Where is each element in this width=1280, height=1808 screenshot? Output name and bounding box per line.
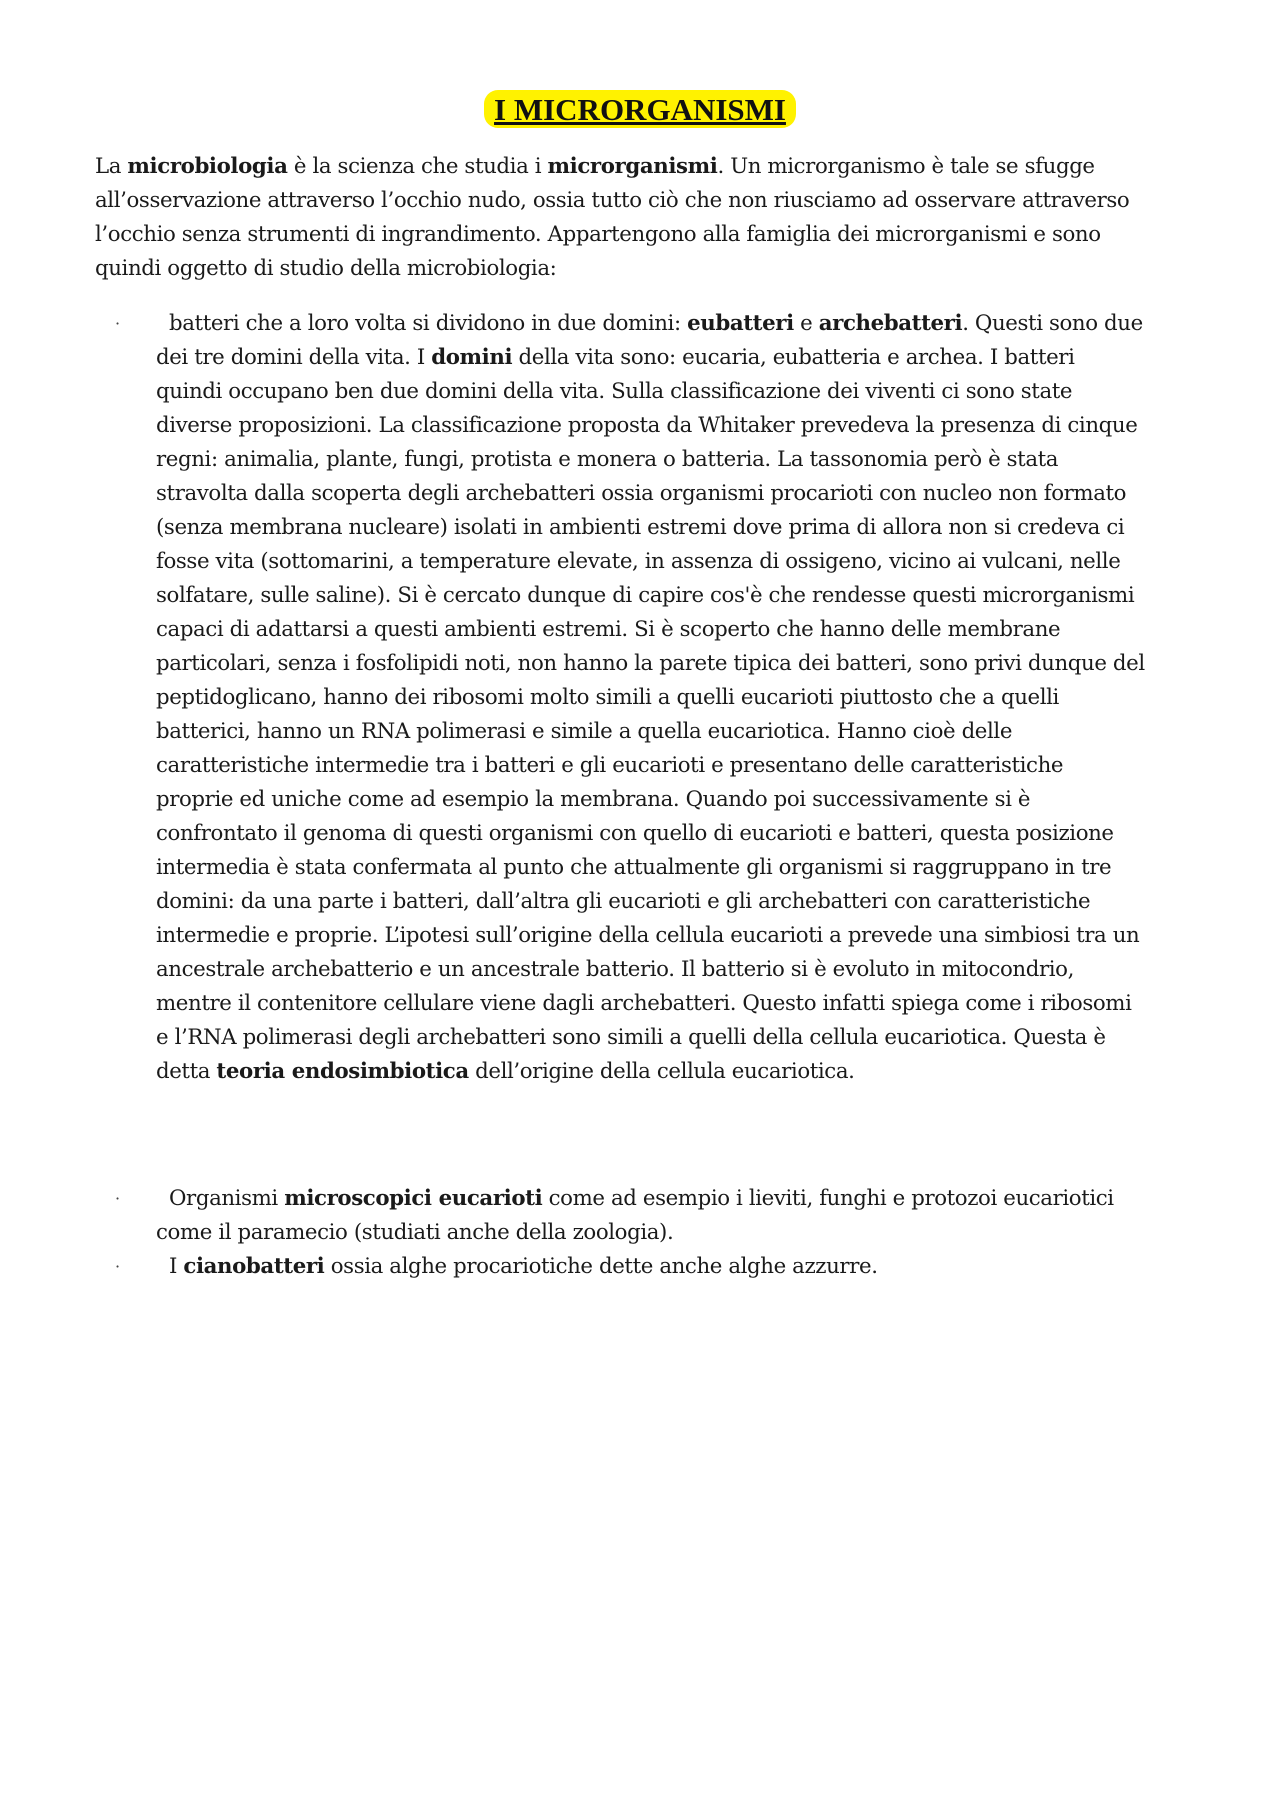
intro-bold-term: microbiologia [127, 154, 288, 179]
list-item [95, 1182, 1145, 1250]
item-bold-term: microscopici eucarioti [284, 1186, 543, 1211]
item-text: dell’origine della cellula eucariotica. [468, 1059, 855, 1084]
list-item [95, 1250, 1145, 1284]
item-bold-term: cianobatteri [183, 1254, 325, 1279]
item-text: come ad esempio i lieviti, funghi e protozoi eucariotici come il paramecio (studiati anche della zoologia). [156, 1186, 1114, 1245]
intro-text: . Un microrganismo è tale se sfugge all’osservazione attraverso l’occhio nudo, ossia tutto ciò che non riusciamo ad osservare attraverso l’occhio senza strumenti di ingrandimento. Appartengono alla famiglia dei microrganismi e sono quindi oggetto di studio della microbiologia: [95, 154, 1130, 281]
title-wrap [0, 90, 1280, 128]
item-text: Organismi [169, 1186, 285, 1211]
intro-text: è la scienza che studia i [287, 154, 548, 179]
item-text: e [793, 311, 819, 336]
intro-text: La [95, 154, 128, 179]
intro-paragraph [95, 150, 1135, 286]
item-bold-term: eubatteri [687, 311, 794, 336]
list-item-text [156, 1250, 1145, 1284]
bullet-icon: · [115, 314, 120, 333]
bullet-icon: · [115, 1189, 120, 1208]
item-bold-term: teoria endosimbiotica [216, 1059, 469, 1084]
page-title: I MICRORGANISMI [484, 90, 796, 128]
item-text: I [169, 1254, 184, 1279]
microorganism-list [95, 307, 1145, 1284]
bullet-icon: · [115, 1257, 120, 1276]
item-text: . Questi sono due dei tre domini della vita. I [156, 311, 1143, 370]
item-text: ossia alghe procariotiche dette anche alghe azzurre. [324, 1254, 878, 1279]
item-text: della vita sono: eucaria, eubatteria e archea. I batteri quindi occupano ben due domini della vita. Sulla classificazione dei viventi ci sono state diverse proposizioni. La classificazione proposta da Whitaker prevedeva la presenza di cinque regni: animalia, plante, fungi, protista e monera o batteria. La tassonomia però è stata stravolta dalla scoperta degli archebatteri ossia organismi procarioti con nucleo non formato (senza membrana nucleare) isolati in ambienti estremi dove prima di allora non si credeva ci fosse vita (sottomarini, a temperature elevate, in assenza di ossigeno, vicino ai vulcani, nelle solfatare, sulle saline). Si è cercato dunque di capire cos'è che rendesse questi microrganismi capaci di adattarsi a questi ambienti estremi. Si è scoperto che hanno delle membrane particolari, senza i fosfolipidi noti, non hanno la parete tipica dei batteri, sono privi dunque del peptidoglicano, hanno dei ribosomi molto simili a quelli eucarioti piuttosto che a quelli batterici, hanno un RNA polimerasi e simile a quella eucariotica. Hanno cioè delle caratteristiche intermedie tra i batteri e gli eucarioti e presentano delle caratteristiche proprie ed uniche come ad esempio la membrana. Quando poi successivamente si è confrontato il genoma di questi organismi con quello di eucarioti e batteri, questa posizione intermedia è stata confermata al punto che attualmente gli organismi si raggruppano in tre domini: da una parte i batteri, dall’altra gli eucarioti e gli archebatteri con caratteristiche intermedie e proprie. L’ipotesi sull’origine della cellula eucarioti a prevede una simbiosi tra un ancestrale archebatterio e un ancestrale batterio. Il batterio si è evoluto in mitocondrio, mentre il contenitore cellulare viene dagli archebatteri. Questo infatti spiega come i ribosomi e l’RNA polimerasi degli archebatteri sono simili a quelli della cellula eucariotica. Questa è detta [156, 345, 1145, 1084]
intro-bold-term: microrganismi [547, 154, 718, 179]
item-text: batteri che a loro volta si dividono in due domini: [169, 311, 688, 336]
list-item-text [156, 1182, 1145, 1250]
list-item [95, 307, 1145, 1182]
item-bold-term: domini [431, 345, 513, 370]
list-item-text [156, 307, 1145, 1089]
item-bold-term: archebatteri [818, 311, 963, 336]
